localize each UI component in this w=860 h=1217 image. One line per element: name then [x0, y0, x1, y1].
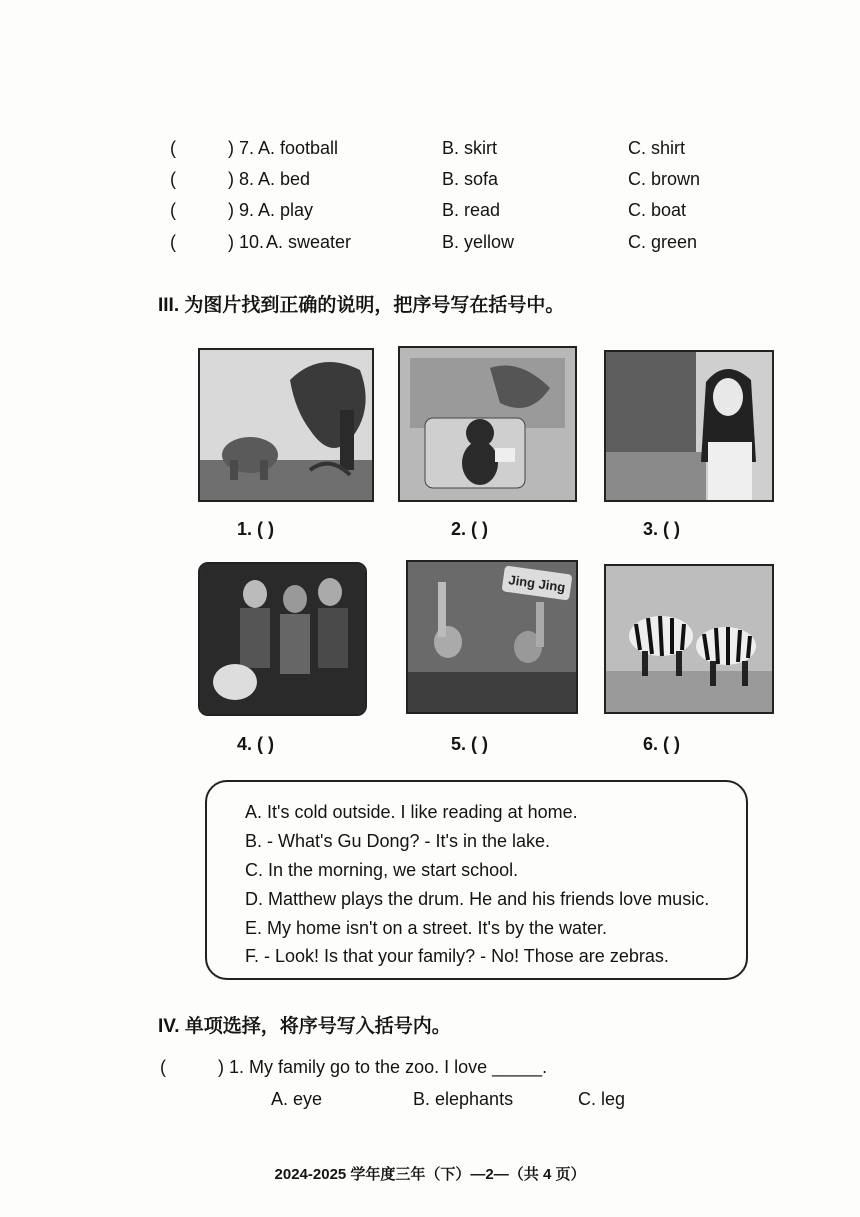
photo-3-label: 3. ( ) — [643, 519, 681, 539]
choice-row-9 — [0, 200, 860, 226]
photo-5-label: 5. ( ) — [451, 734, 489, 754]
option-a: A. sweater — [266, 232, 352, 252]
option-c: C. green — [628, 232, 698, 252]
option-a: A. eye — [271, 1089, 323, 1109]
option-d-description: D. Matthew plays the drum. He and his friends love music. — [245, 889, 710, 909]
option-a: A. play — [258, 200, 314, 220]
photo-6-label: 6. ( ) — [643, 734, 681, 754]
option-e-description: E. My home isn't on a street. It's by the water. — [245, 918, 608, 938]
answer-paren: ( — [170, 138, 176, 158]
description-options-box — [205, 780, 748, 980]
question-number: ) 10. — [228, 232, 265, 252]
option-f-description: F. - Look! Is that your family? - No! Those are zebras. — [245, 946, 669, 966]
choice-row-8 — [0, 169, 860, 195]
option-c: C. brown — [628, 169, 701, 189]
option-c: C. shirt — [628, 138, 686, 158]
option-a-description: A. It's cold outside. I like reading at home. — [245, 802, 578, 822]
question-1-text: ) 1. My family go to the zoo. I love _____. — [218, 1057, 548, 1077]
option-c: C. boat — [628, 200, 687, 220]
option-a: A. football — [258, 138, 339, 158]
photo-2-label: 2. ( ) — [451, 519, 489, 539]
option-c-description: C. In the morning, we start school. — [245, 860, 519, 880]
section-3-title: III. 为图片找到正确的说明，把序号写在括号中。 — [158, 295, 565, 316]
photo-2-cartoon-ant-reading — [398, 346, 577, 502]
option-a: A. bed — [258, 169, 311, 189]
page-footer: 2024-2025 学年度三年（下）—2—（共 4 页） — [274, 1166, 586, 1183]
option-b: B. read — [442, 200, 501, 220]
photo-5-classroom-hands-up — [406, 560, 578, 714]
question-number: ) 7. — [228, 138, 255, 158]
option-b: B. yellow — [442, 232, 515, 252]
answer-paren: ( — [170, 232, 176, 252]
question-1-options — [0, 1089, 860, 1115]
photo-3-girl-by-water — [604, 350, 774, 502]
jingjing-sign: Jing Jing — [507, 572, 567, 595]
photo-1-elephant-jungle — [198, 348, 374, 502]
option-b: B. skirt — [442, 138, 498, 158]
choice-row-10 — [0, 232, 860, 258]
section-4-title: IV. 单项选择，将序号写入括号内。 — [158, 1016, 451, 1037]
answer-paren: ( — [170, 200, 176, 220]
photo-1-label: 1. ( ) — [237, 519, 275, 539]
option-b: B. elephants — [413, 1089, 514, 1109]
answer-paren: ( — [160, 1057, 166, 1077]
photo-6-zebras — [604, 564, 774, 714]
question-1-row — [0, 1057, 860, 1083]
photo-4-band-playing-drum — [198, 562, 367, 716]
question-number: ) 9. — [228, 200, 255, 220]
answer-paren: ( — [170, 169, 176, 189]
option-b: B. sofa — [442, 169, 499, 189]
question-number: ) 8. — [228, 169, 255, 189]
option-c: C. leg — [578, 1089, 626, 1109]
choice-row-7 — [0, 138, 860, 164]
option-b-description: B. - What's Gu Dong? - It's in the lake. — [245, 831, 550, 851]
photo-4-label: 4. ( ) — [237, 734, 275, 754]
